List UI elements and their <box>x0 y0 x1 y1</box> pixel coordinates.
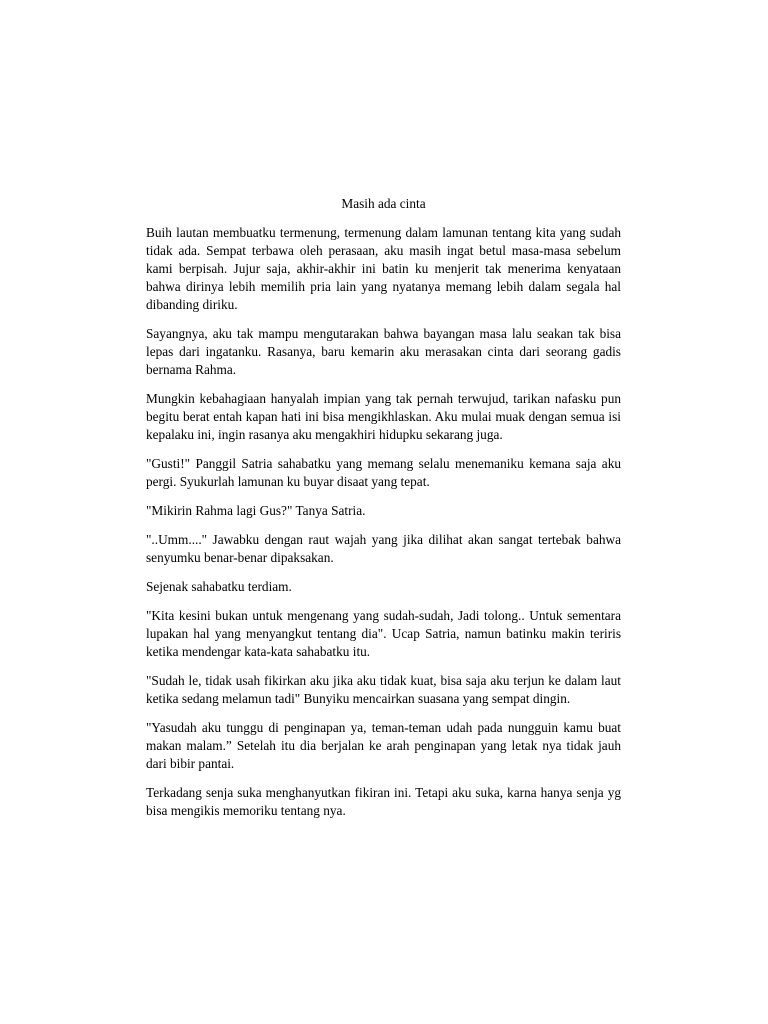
paragraph-6: "..Umm...." Jawabku dengan raut wajah yang jika dilihat akan sangat tertebak bahwa senyumku benar-benar dipaksakan. <box>146 532 621 565</box>
paragraph-2: Sayangnya, aku tak mampu mengutarakan bahwa bayangan masa lalu seakan tak bisa lepas dari ingatanku. Rasanya, baru kemarin aku merasakan cinta dari seorang gadis bernama Rahma. <box>146 326 621 377</box>
paragraph-10: "Yasudah aku tunggu di penginapan ya, teman-teman udah pada nungguin kamu buat makan malam.” Setelah itu dia berjalan ke arah penginapan yang letak nya tidak jauh dari bibir pantai. <box>146 720 621 771</box>
paragraph-8: "Kita kesini bukan untuk mengenang yang sudah-sudah, Jadi tolong.. Untuk sementara lupakan hal yang menyangkut tentang dia". Ucap Satria, namun batinku makin teriris ketika mendengar kata-kata sahabatku itu. <box>146 608 621 659</box>
paragraph-3: Mungkin kebahagiaan hanyalah impian yang tak pernah terwujud, tarikan nafasku pun begitu berat entah kapan hati ini bisa mengikhlaskan. Aku mulai muak dengan semua isi kepalaku ini, ingin rasanya aku mengakhiri hidupku sekarang juga. <box>146 391 621 442</box>
paragraph-11: Terkadang senja suka menghanyutkan fikiran ini. Tetapi aku suka, karna hanya senja yg bisa mengikis memoriku tentang nya. <box>146 785 621 818</box>
paragraph-9: "Sudah le, tidak usah fikirkan aku jika aku tidak kuat, bisa saja aku terjun ke dalam laut ketika sedang melamun tadi" Bunyiku mencairkan suasana yang sempat dingin. <box>146 673 621 706</box>
paragraph-4: "Gusti!" Panggil Satria sahabatku yang memang selalu menemaniku kemana saja aku pergi. Syukurlah lamunan ku buyar disaat yang tepat. <box>146 456 621 489</box>
paragraph-5: "Mikirin Rahma lagi Gus?" Tanya Satria. <box>146 503 366 518</box>
document-page <box>146 195 621 831</box>
document-title: Masih ada cinta <box>341 196 426 211</box>
paragraph-7: Sejenak sahabatku terdiam. <box>146 579 292 594</box>
paragraph-1: Buih lautan membuatku termenung, termenung dalam lamunan tentang kita yang sudah tidak ada. Sempat terbawa oleh perasaan, aku masih ingat betul masa-masa sebelum kami berpisah. Jujur saja, akhir-akhir ini batin ku menjerit tak menerima kenyataan bahwa dirinya lebih memilih pria lain yang nyatanya memang lebih dalam segala hal dibanding diriku. <box>146 225 621 312</box>
